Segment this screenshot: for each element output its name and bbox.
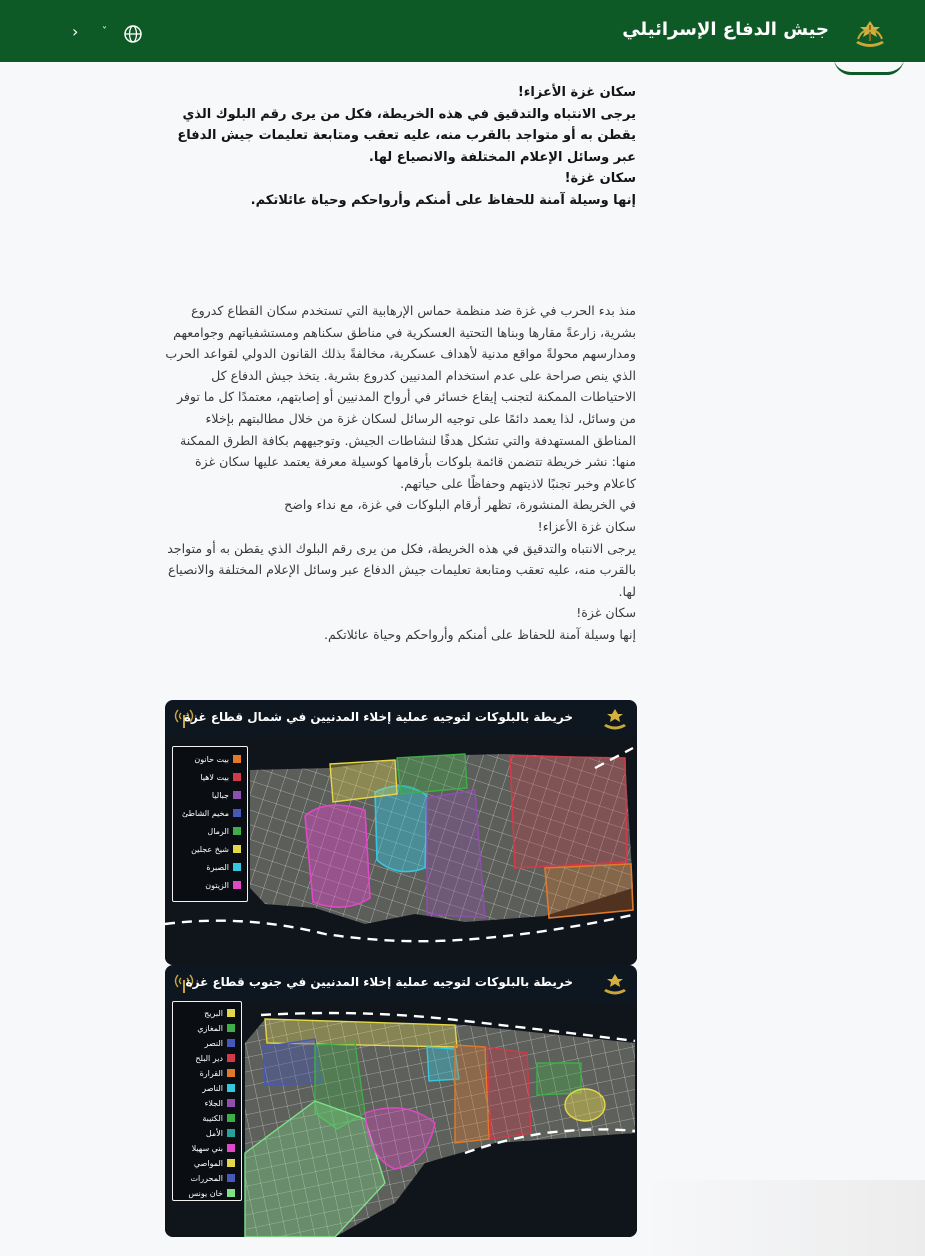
legend-label: الرمال <box>207 826 229 836</box>
legend-label: المحررات <box>190 1173 223 1183</box>
article-paragraph: في الخريطة المنشورة، تظهر أرقام البلوكات في غزة، مع نداء واضح <box>284 497 636 513</box>
legend-swatch <box>233 881 241 889</box>
legend-label: الجلاء <box>204 1098 223 1108</box>
legend-swatch <box>233 863 241 871</box>
legend-label: الصبرة <box>206 862 229 872</box>
idf-emblem-icon[interactable] <box>852 17 888 51</box>
legend-label: الزيتون <box>205 880 229 890</box>
legend-entry <box>206 860 241 874</box>
map-title: خريطة بالبلوكات لتوجيه عملية إخلاء المدنيين في شمال قطاع غزة <box>183 710 573 724</box>
legend-swatch <box>227 1054 235 1062</box>
legend-label: النصر <box>204 1038 223 1048</box>
legend-label: الأمل <box>205 1128 223 1138</box>
legend-swatch <box>233 827 241 835</box>
top-navigation-bar <box>0 0 925 62</box>
site-title[interactable]: جيش الدفاع الإسرائيلي <box>622 19 829 40</box>
legend-swatch <box>227 1129 235 1137</box>
legend-label: مخيم الشاطئ <box>182 808 229 818</box>
legend-label: بني سهيلا <box>191 1143 223 1153</box>
article-body <box>160 300 636 646</box>
legend-swatch <box>233 791 241 799</box>
legend-entry <box>191 842 241 856</box>
legend-entry <box>202 1081 235 1095</box>
legend-entry <box>206 1126 235 1140</box>
globe-icon[interactable] <box>123 24 143 44</box>
legend-label: المواصي <box>193 1158 223 1168</box>
legend-entry <box>194 752 241 766</box>
legend-swatch <box>227 1039 235 1047</box>
legend-swatch <box>227 1159 235 1167</box>
legend-entry <box>205 878 241 892</box>
legend-label: الناصر <box>202 1083 223 1093</box>
article-paragraph: إنها وسيلة آمنة للحفاظ على أمنكم وأرواحكم وحياة عائلاتكم. <box>323 626 636 642</box>
legend-label: شيخ عجلين <box>191 844 229 854</box>
legend-entry <box>205 1096 235 1110</box>
callout-line: سكان غزة! <box>564 171 636 187</box>
legend-swatch <box>233 845 241 853</box>
article-paragraph: سكان غزة الأعزاء! <box>537 518 636 534</box>
legend-entry <box>200 770 241 784</box>
legend-entry <box>200 1066 235 1080</box>
legend-swatch <box>227 1069 235 1077</box>
legend-label: البريج <box>204 1008 223 1018</box>
article-paragraph: سكان غزة! <box>576 605 636 621</box>
callout-text-block <box>170 82 636 212</box>
map-title: خريطة بالبلوكات لتوجيه عملية إخلاء المدنيين في جنوب قطاع غزة <box>185 975 573 989</box>
legend-entry <box>212 788 241 802</box>
legend-swatch <box>227 1174 235 1182</box>
legend-label: الكتيبة <box>202 1113 223 1123</box>
legend-swatch <box>233 755 241 763</box>
legend-swatch <box>227 1024 235 1032</box>
legend-swatch <box>227 1084 235 1092</box>
map-header <box>165 700 637 738</box>
legend-swatch <box>227 1189 235 1197</box>
legend-label: بيت حانون <box>194 754 229 764</box>
legend-label: خان يونس <box>188 1188 223 1198</box>
edge-fade-overlay <box>637 1180 925 1256</box>
legend-label: القرارة <box>199 1068 223 1078</box>
legend-entry <box>182 806 241 820</box>
legend-entry <box>205 1036 235 1050</box>
legend-label: دير البلح <box>195 1053 223 1063</box>
legend-label: المغازي <box>197 1023 223 1033</box>
idf-emblem-icon <box>601 971 629 997</box>
legend-swatch <box>233 773 241 781</box>
callout-line: إنها وسيلة آمنة للحفاظ على أمنكم وأرواحكم وحياة عائلاتكم. <box>250 192 636 208</box>
legend-entry <box>195 1051 235 1065</box>
legend-swatch <box>227 1144 235 1152</box>
article-paragraph: يرجى الانتباه والتدقيق في هذه الخريطة، فكل من يرى رقم البلوك الذي يقطن به أو متواجد بالقرب منه، عليه تعقب ومتابعة تعليمات جيش الدفاع عبر وسائل الإعلام المختلفة والانصياع لها. <box>167 540 636 599</box>
legend-entry <box>191 1171 235 1185</box>
callout-line: سكان غزة الأعزاء! <box>517 85 636 100</box>
callout-line: يرجى الانتباه والتدقيق في هذه الخريطة، فكل من يرى رقم البلوك الذي يقطن به أو متواجد بالقرب منه، عليه تعقب ومتابعة تعليمات جيش الدفاع عبر وسائل الإعلام المختلفة والانصياع لها. <box>177 106 636 165</box>
legend-entry <box>188 1186 235 1200</box>
south-gaza-evacuation-map <box>165 965 637 1237</box>
map-header <box>165 965 637 1003</box>
legend-swatch <box>227 1099 235 1107</box>
legend-entry <box>192 1141 235 1155</box>
map-legend <box>172 746 248 902</box>
idf-emblem-icon <box>601 706 629 732</box>
legend-swatch <box>227 1114 235 1122</box>
chevron-right-icon[interactable]: › <box>72 22 79 41</box>
legend-entry <box>202 1111 235 1125</box>
legend-entry <box>197 1021 235 1035</box>
legend-entry <box>194 1156 235 1170</box>
legend-entry <box>204 1006 235 1020</box>
legend-swatch <box>233 809 241 817</box>
header-curve-decoration <box>834 58 904 75</box>
legend-label: جباليا <box>211 790 229 800</box>
chevron-down-icon[interactable]: ˅ <box>102 26 107 37</box>
article-paragraph: منذ بدء الحرب في غزة ضد منظمة حماس الإرهابية التي تستخدم سكان القطاع كدروع بشرية، زارعةً مقارها وبناها التحتية العسكرية في مناطق سكناهم ومستشفياتهم وجوامعهم ومدارسهم محولةً مواقع مدنية لأهداف عسكرية، مخالفةً بذلك القانون الدولي لقواعد الحرب الذي ينص صراحة على عدم استخدام المدنيين كدروع بشرية. يتخذ جيش الدفاع كل الاحتياطات الممكنة لتجنب إيقاع خسائر في أرواح المدنيين أو إصابتهم، معتمدًا كل ما توفر من وسائل، لذا يعمد دائمًا على توجيه الرسائل لسكان غزة من خلال مطالبتهم بإخلاء المناطق المستهدفة والتي تشكل هدفًا لنشاطات الجيش. وتوجيههم بكافة الطرق الممكنة منها: نشر خريطة تتضمن قائمة بلوكات بأرقامها كوسيلة معرفة يعتمد عليها سكان غزة كاعلام وخبر تجنبًا لاذيتهم وحفاظًا على حياتهم. <box>165 303 636 491</box>
legend-label: بيت لاهيا <box>200 772 229 782</box>
map-legend <box>172 1001 242 1201</box>
north-gaza-evacuation-map <box>165 700 637 965</box>
legend-entry <box>207 824 241 838</box>
legend-swatch <box>227 1009 235 1017</box>
